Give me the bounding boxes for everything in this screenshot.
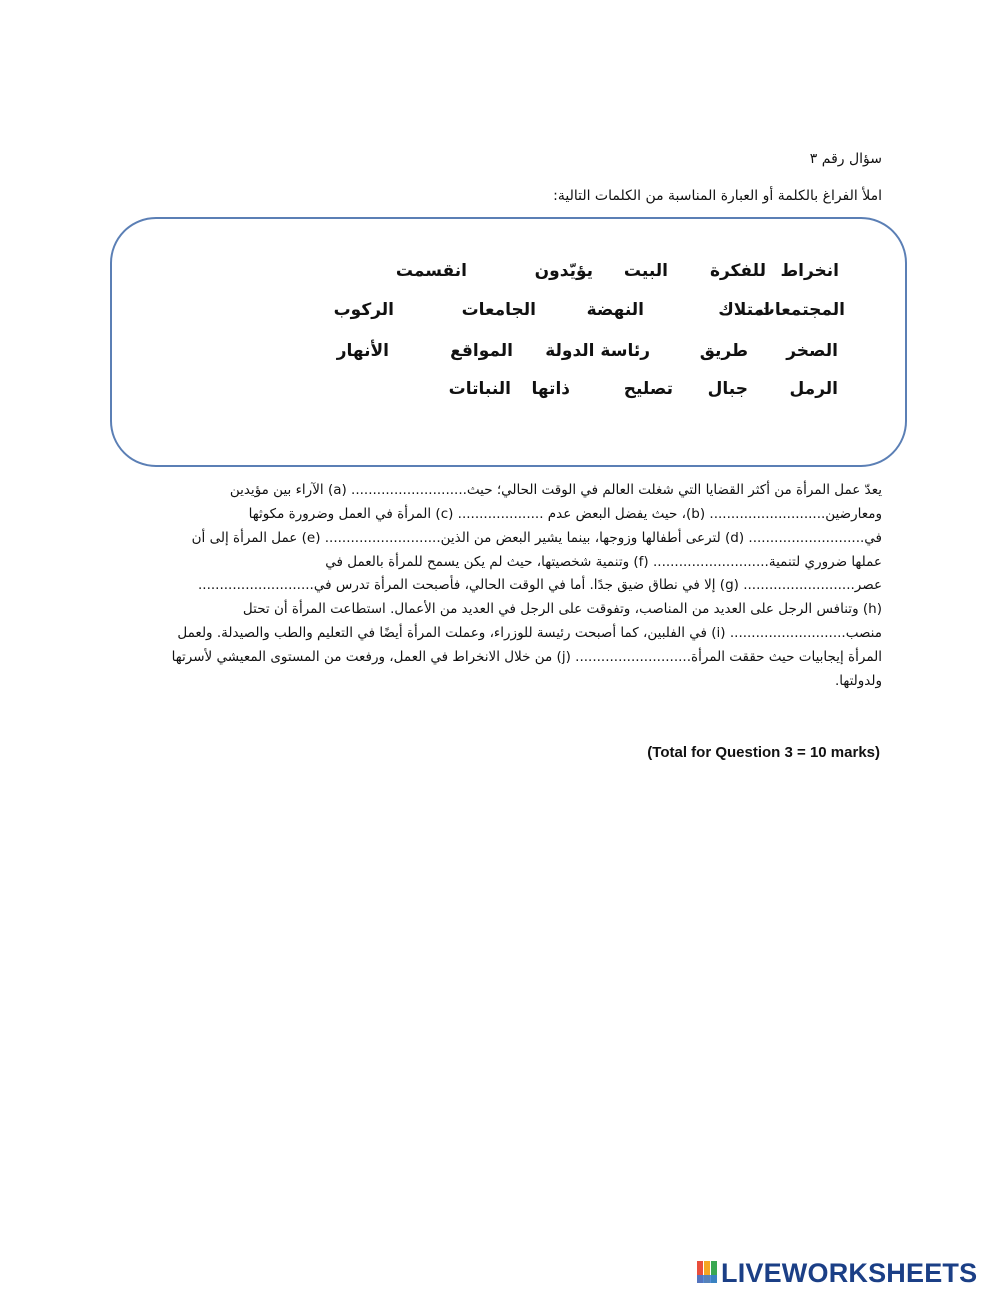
word-bank-item: الجامعات: [461, 300, 536, 320]
paragraph-line: منصب........................... (i) في الفلبين، كما أصبحت رئيسة للوزراء، وعملت المرأة أيضًا في التعليم والطب والصيدلة. ولعمل: [177, 625, 882, 641]
word-bank-item: امتلاك: [718, 300, 770, 320]
word-bank-item: طريق: [699, 341, 748, 361]
word-bank-item: البيت: [623, 261, 668, 281]
brand-name: LIVEWORKSHEETS: [721, 1258, 978, 1288]
liveworksheets-brand: [697, 1258, 993, 1288]
paragraph-line: عملها ضروري لتنمية........................... (f) وتنمية شخصيتها، حيث لم يكن يسمح للمرأة بالعمل في: [325, 554, 882, 570]
word-bank-item: الصخر: [786, 341, 838, 361]
paragraph-line: المرأة إيجابيات حيث حققت المرأة........................... (j) من خلال الانخراط في العمل، ورفعت من المستوى المعيشي لأسرتها: [171, 649, 882, 665]
word-bank-item: تصليح: [623, 379, 673, 399]
liveworksheets-logo-icon: [697, 1260, 721, 1284]
word-bank-item: انقسمت: [395, 261, 467, 281]
word-bank-item: رئاسة الدولة: [545, 341, 650, 361]
paragraph-line: عصر.......................... (g) إلا في نطاق ضيق جدًا. أما في الوقت الحالي، فأصبحت المرأة تدرس في...........................: [197, 577, 882, 593]
paragraph-line: ولدولتها.: [834, 673, 882, 689]
word-bank-item: الركوب: [333, 300, 394, 320]
paragraph-line: يعدّ عمل المرأة من أكثر القضايا التي شغلت العالم في الوقت الحالي؛ حيث........................... (a) الآراء بين مؤيدين: [229, 482, 882, 498]
word-bank-item: النباتات: [448, 379, 511, 399]
word-bank-item: للفكرة: [709, 261, 766, 281]
word-bank-item: جبال: [707, 379, 748, 399]
word-bank-item: الرمل: [789, 379, 838, 399]
paragraph-line: ومعارضين........................... (b)، حيث يفضل البعض عدم .................... (c) المرأة في العمل وضرورة مكوثها: [248, 506, 882, 522]
word-bank-item: يؤيّدون: [534, 261, 593, 281]
question-instruction: املأ الفراغ بالكلمة أو العبارة المناسبة من الكلمات التالية:: [553, 188, 882, 204]
paragraph-line: في........................... (d) لترعى أطفالها وزوجها، بينما يشير البعض من الذين........................... (e) عمل المرأة إلى أن: [191, 530, 882, 546]
word-bank-item: انخراط: [780, 261, 839, 281]
word-bank-item: الأنهار: [336, 341, 389, 361]
paragraph-line: (h) وتنافس الرجل على العديد من المناصب، وتفوقت على الرجل في العديد من الأعمال. استطاعت المرأة أن تحتل: [242, 601, 882, 617]
word-bank-item: النهضة: [586, 300, 644, 320]
word-bank-box: [110, 217, 907, 467]
word-bank-item: المواقع: [450, 341, 513, 361]
word-bank-item: المجتمعات: [757, 300, 845, 320]
question-title: سؤال رقم ٣: [809, 151, 882, 167]
total-marks: (Total for Question 3 = 10 marks): [647, 744, 880, 761]
word-bank-item: ذاتها: [531, 379, 570, 399]
